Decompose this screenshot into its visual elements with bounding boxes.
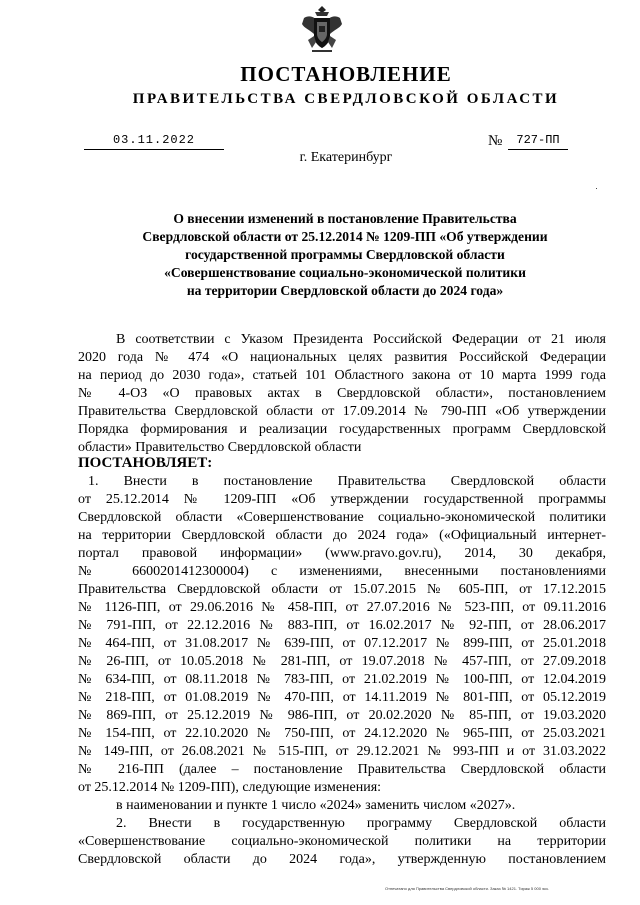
text-line: № 149-ПП, от 26.08.2021 № 515-ПП, от 29.12.2021 № 993-ПП и от 31.03.2022	[78, 744, 606, 759]
text-line: № 464-ПП, от 31.08.2017 № 639-ПП, от 07.12.2017 № 899-ПП, от 25.01.2018	[78, 636, 606, 651]
document-date: 03.11.2022	[112, 133, 195, 147]
print-imprint: Отпечатано для Правительства Свердловской области. Заказ № 1421. Тираж 5 000 экз.	[385, 886, 549, 891]
text-line: № 634-ПП, от 08.11.2018 № 783-ПП, от 21.02.2019 № 100-ПП, от 12.04.2019	[78, 672, 606, 687]
text-line: «Совершенствование социально-экономической политики на территории	[78, 834, 606, 849]
heading-line: «Совершенствование социально-экономической политики	[164, 265, 526, 280]
scan-speck	[596, 188, 597, 189]
document-number: 727-ПП	[516, 133, 560, 147]
text-line: 2. Внести в государственную программу Свердловской области	[116, 816, 606, 831]
text-line: от 25.12.2014 № 1209-ПП), следующие изменения:	[78, 780, 382, 795]
text-line: № 26-ПП, от 10.05.2018 № 281-ПП, от 19.07.2018 № 457-ПП, от 27.09.2018	[78, 654, 606, 669]
text-line: 1. Внести в постановление Правительства Свердловской области	[88, 474, 606, 489]
text-line: области» Правительство Свердловской области	[78, 440, 362, 455]
preamble-paragraph	[78, 331, 606, 457]
text-line: В соответствии с Указом Президента Российской Федерации от 21 июля	[116, 332, 606, 347]
document-city: г. Екатеринбург	[299, 150, 393, 165]
item-1-change-paragraph: в наименовании и пункте 1 число «2024» заменить числом «2027».	[116, 798, 516, 813]
document-title: ПОСТАНОВЛЕНИЕ	[240, 62, 452, 86]
text-line: 2020 года № 474 «О национальных целях развития Российской Федерации	[78, 350, 606, 365]
heading-line: государственной программы Свердловской области	[185, 247, 505, 262]
text-line: № 216-ПП (далее – постановление Правительства Свердловской области	[78, 762, 606, 777]
text-line: № 791-ПП, от 22.12.2016 № 883-ПП, от 16.02.2017 № 92-ПП, от 28.06.2017	[78, 618, 606, 633]
text-line: на территории Свердловской области до 2024 года» («Официальный интернет-	[78, 528, 606, 543]
number-sign: №	[488, 133, 503, 149]
heading-line: О внесении изменений в постановление Правительства	[173, 211, 517, 226]
item-1-paragraph	[78, 473, 606, 797]
document-heading	[115, 210, 575, 300]
heading-line: на территории Свердловской области до 2024 года»	[186, 283, 504, 298]
text-line: № 218-ПП, от 01.08.2019 № 470-ПП, от 14.11.2019 № 801-ПП, от 05.12.2019	[78, 690, 606, 705]
coat-of-arms-emblem	[300, 4, 344, 54]
document-subtitle: ПРАВИТЕЛЬСТВА СВЕРДЛОВСКОЙ ОБЛАСТИ	[132, 91, 560, 107]
text-line: № 4-ОЗ «О правовых актах в Свердловской области», постановлением	[78, 386, 606, 401]
item-2-paragraph	[78, 815, 606, 869]
text-line: Свердловской области «Совершенствование социально-экономической политики	[78, 510, 606, 525]
text-line: портал правовой информации» (www.pravo.gov.ru), 2014, 30 декабря,	[78, 546, 606, 561]
text-line: № 6600201412300004) с изменениями, внесенными постановлениями	[78, 564, 606, 579]
text-line: Свердловской области до 2024 года», утвержденную постановлением	[78, 852, 606, 867]
text-line: Правительства Свердловской области от 17.09.2014 № 790-ПП «Об утверждении	[78, 404, 606, 419]
text-line: на период до 2030 года», статьей 101 Областного закона от 10 марта 1999 года	[78, 368, 606, 383]
text-line: от 25.12.2014 № 1209-ПП «Об утверждении государственной программы	[78, 492, 606, 507]
text-line: № 869-ПП, от 25.12.2019 № 986-ПП, от 20.02.2020 № 85-ПП, от 19.03.2020	[78, 708, 606, 723]
text-line: № 154-ПП, от 22.10.2020 № 750-ПП, от 24.12.2020 № 965-ПП, от 25.03.2021	[78, 726, 606, 741]
text-line: № 1126-ПП, от 29.06.2016 № 458-ПП, от 27.07.2016 № 523-ПП, от 09.11.2016	[78, 600, 606, 615]
heading-line: Свердловской области от 25.12.2014 № 1209-ПП «Об утверждении	[142, 229, 548, 244]
decree-word: ПОСТАНОВЛЯЕТ:	[78, 455, 213, 471]
text-line: Порядка формирования и реализации государственных программ Свердловской	[78, 422, 606, 437]
text-line: Правительства Свердловской области от 15.07.2015 № 605-ПП, от 17.12.2015	[78, 582, 606, 597]
